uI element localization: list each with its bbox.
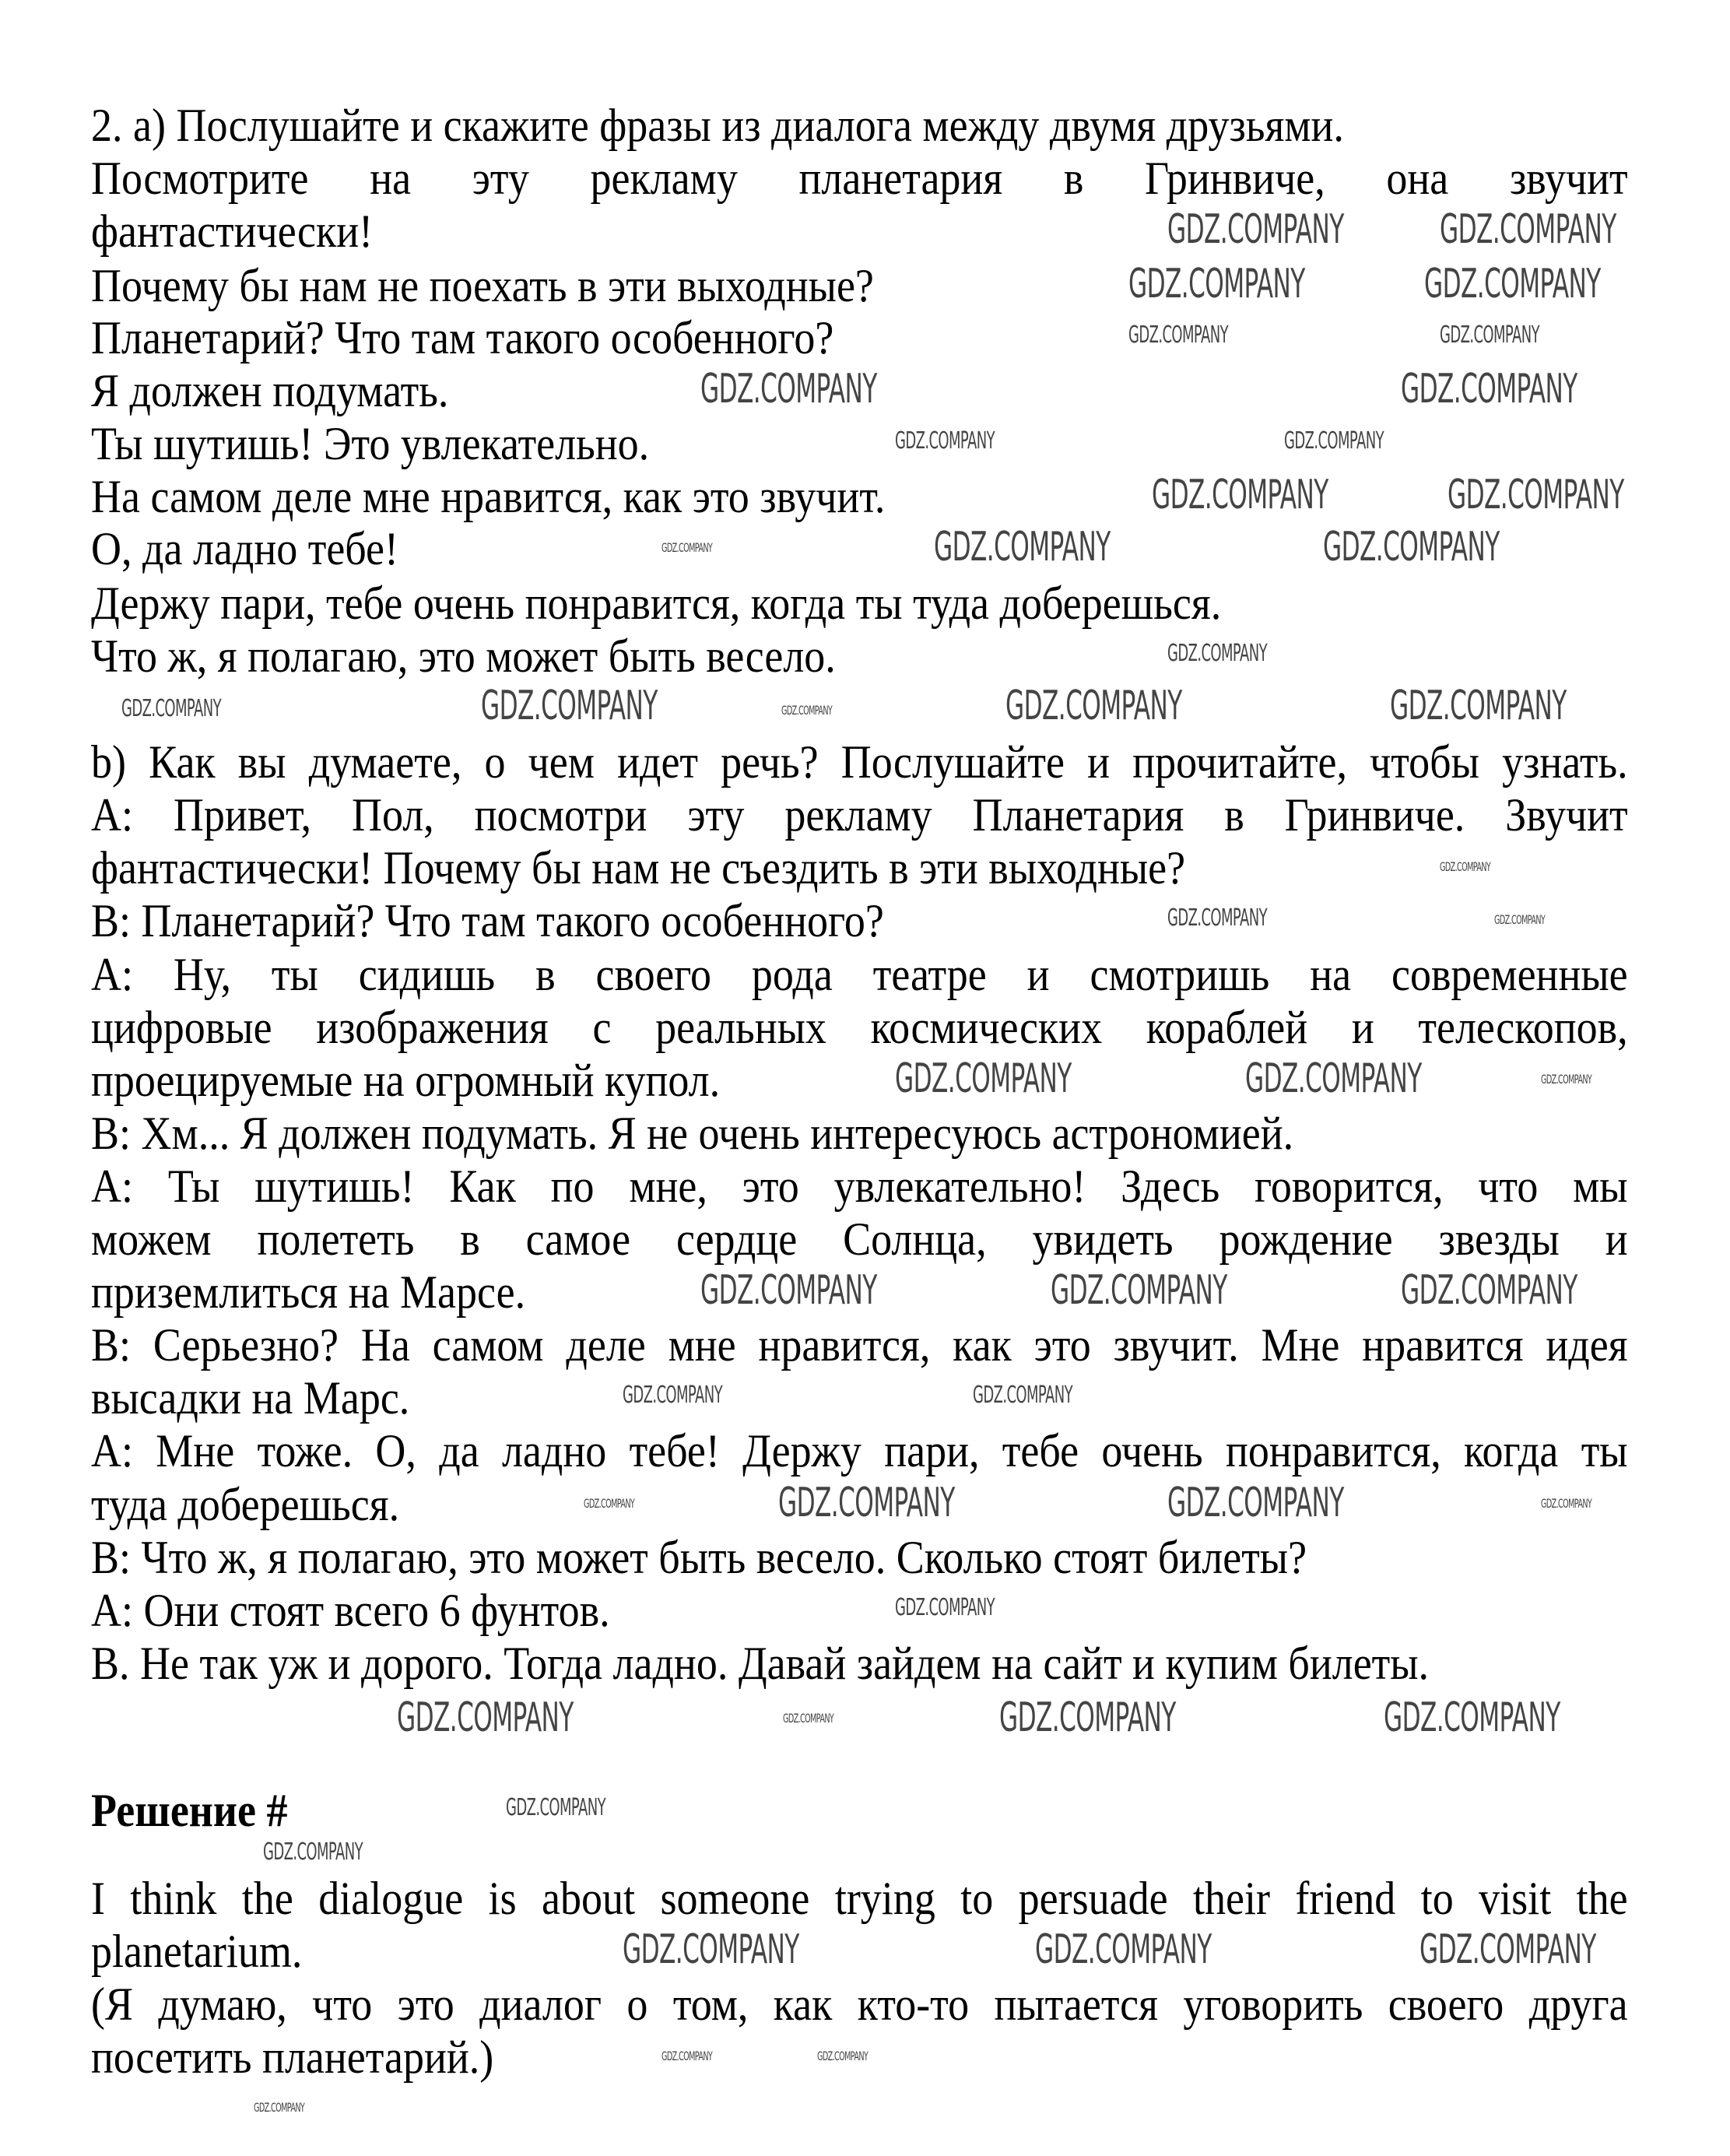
- watermark: GDZ.COMPANY: [1440, 206, 1616, 253]
- text-line: Ты шутишь! Это увлекательно.: [91, 418, 650, 469]
- watermark: GDZ.COMPANY: [263, 1838, 363, 1866]
- text-line: фантастически!: [91, 205, 374, 257]
- text-line: туда доберешься.: [91, 1479, 400, 1530]
- watermark: GDZ.COMPANY: [121, 695, 222, 722]
- text-line: проецируемые на огромный купол.: [91, 1055, 721, 1106]
- text-line: A: Мне тоже. О, да ладно тебе! Держу пари, тебе очень понравится, когда ты: [91, 1425, 1628, 1477]
- watermark: GDZ.COMPANY: [1390, 683, 1567, 729]
- text-line: b) Как вы думаете, о чем идет речь? Послушайте и прочитайте, чтобы узнать.: [91, 736, 1628, 788]
- watermark: GDZ.COMPANY: [397, 1694, 574, 1741]
- text-line: фантастически! Почему бы нам не съездить в эти выходные?: [91, 842, 1186, 894]
- watermark: GDZ.COMPANY: [895, 427, 995, 455]
- watermark: GDZ.COMPANY: [999, 1694, 1176, 1741]
- watermark: GDZ.COMPANY: [1128, 321, 1229, 349]
- text-line: высадки на Марс.: [91, 1372, 410, 1424]
- text-line: Посмотрите на эту рекламу планетария в Гринвиче, она звучит: [91, 153, 1628, 204]
- text-line: B: Планетарий? Что там такого особенного?: [91, 895, 884, 946]
- watermark: GDZ.COMPANY: [1051, 1267, 1227, 1314]
- text-line: можем полететь в самое сердце Солнца, увидеть рождение звезды и: [91, 1213, 1628, 1265]
- watermark: GDZ.COMPANY: [700, 366, 877, 413]
- text-line: (Я думаю, что это диалог о том, как кто-то пытается уговорить своего друга: [91, 1979, 1628, 2030]
- watermark: GDZ.COMPANY: [1541, 1496, 1592, 1511]
- watermark: GDZ.COMPANY: [1167, 1480, 1344, 1526]
- watermark: GDZ.COMPANY: [1401, 366, 1577, 413]
- text-line: Планетарий? Что там такого особенного?: [91, 312, 834, 363]
- watermark: GDZ.COMPANY: [817, 2049, 869, 2063]
- watermark: GDZ.COMPANY: [895, 1055, 1072, 1102]
- watermark: GDZ.COMPANY: [895, 1594, 995, 1621]
- text-line: Что ж, я полагаю, это может быть весело.: [91, 630, 836, 682]
- text-line: A: Привет, Пол, посмотри эту рекламу Планетария в Гринвиче. Звучит: [91, 789, 1628, 841]
- text-line: приземлиться на Марсе.: [91, 1266, 526, 1318]
- watermark: GDZ.COMPANY: [506, 1794, 606, 1821]
- text-line: A: Ты шутишь! Как по мне, это увлекательно! Здесь говорится, что мы: [91, 1161, 1628, 1212]
- watermark: GDZ.COMPANY: [1440, 321, 1540, 349]
- watermark: GDZ.COMPANY: [1541, 1072, 1592, 1087]
- watermark: GDZ.COMPANY: [1005, 683, 1182, 729]
- watermark: GDZ.COMPANY: [934, 524, 1111, 571]
- watermark: GDZ.COMPANY: [973, 1382, 1073, 1409]
- text-line: B: Что ж, я полагаю, это может быть весело. Сколько стоят билеты?: [91, 1532, 1307, 1583]
- watermark: GDZ.COMPANY: [661, 540, 713, 555]
- watermark: GDZ.COMPANY: [1284, 427, 1384, 455]
- watermark: GDZ.COMPANY: [1440, 859, 1491, 874]
- text-line: цифровые изображения с реальных космических кораблей и телескопов,: [91, 1002, 1628, 1053]
- text-line: B: Серьезно? На самом деле мне нравится, как это звучит. Мне нравится идея: [91, 1319, 1628, 1371]
- solution-heading: Решение #: [91, 1785, 288, 1836]
- text-line: Держу пари, тебе очень понравится, когда ты туда доберешься.: [91, 578, 1222, 629]
- text-line: О, да ладно тебе!: [91, 523, 399, 574]
- watermark: GDZ.COMPANY: [1384, 1694, 1560, 1741]
- watermark: GDZ.COMPANY: [661, 2049, 713, 2063]
- text-line: посетить планетарий.): [91, 2031, 494, 2083]
- watermark: GDZ.COMPANY: [1419, 1926, 1596, 1973]
- watermark: GDZ.COMPANY: [1401, 1267, 1577, 1314]
- text-line: planetarium.: [91, 1926, 303, 1977]
- watermark: GDZ.COMPANY: [1128, 261, 1305, 307]
- text-line: Почему бы нам не поехать в эти выходные?: [91, 260, 874, 311]
- watermark: GDZ.COMPANY: [623, 1926, 799, 1973]
- watermark: GDZ.COMPANY: [623, 1382, 723, 1409]
- watermark: GDZ.COMPANY: [1494, 912, 1546, 927]
- watermark: GDZ.COMPANY: [781, 703, 833, 718]
- watermark: GDZ.COMPANY: [1167, 904, 1268, 932]
- text-line: A: Ну, ты сидишь в своего рода театре и смотришь на современные: [91, 949, 1628, 1000]
- text-line: B: Хм... Я должен подумать. Я не очень интересуюсь астрономией.: [91, 1108, 1294, 1159]
- watermark: GDZ.COMPANY: [783, 1711, 834, 1726]
- text-line: 2. a) Послушайте и скажите фразы из диалога между двумя друзьями.: [91, 100, 1344, 151]
- watermark: GDZ.COMPANY: [1424, 261, 1601, 307]
- text-line: I think the dialogue is about someone trying to persuade their friend to visit the: [91, 1873, 1628, 1924]
- watermark: GDZ.COMPANY: [481, 683, 658, 729]
- text-line: Я должен подумать.: [91, 365, 449, 416]
- text-line: B. Не так уж и дорого. Тогда ладно. Давай зайдем на сайт и купим билеты.: [91, 1638, 1430, 1689]
- watermark: GDZ.COMPANY: [778, 1480, 955, 1526]
- watermark: GDZ.COMPANY: [1035, 1926, 1212, 1973]
- watermark: GDZ.COMPANY: [1167, 640, 1268, 667]
- watermark: GDZ.COMPANY: [584, 1496, 635, 1511]
- text-line: A: Они стоят всего 6 фунтов.: [91, 1585, 610, 1636]
- watermark: GDZ.COMPANY: [1152, 472, 1328, 518]
- watermark: GDZ.COMPANY: [1323, 524, 1500, 571]
- text-line: На самом деле мне нравится, как это звучит.: [91, 471, 886, 522]
- watermark: GDZ.COMPANY: [1245, 1055, 1422, 1102]
- watermark: GDZ.COMPANY: [1448, 472, 1624, 518]
- watermark: GDZ.COMPANY: [1167, 206, 1344, 253]
- watermark: GDZ.COMPANY: [700, 1267, 877, 1314]
- watermark: GDZ.COMPANY: [254, 2100, 305, 2115]
